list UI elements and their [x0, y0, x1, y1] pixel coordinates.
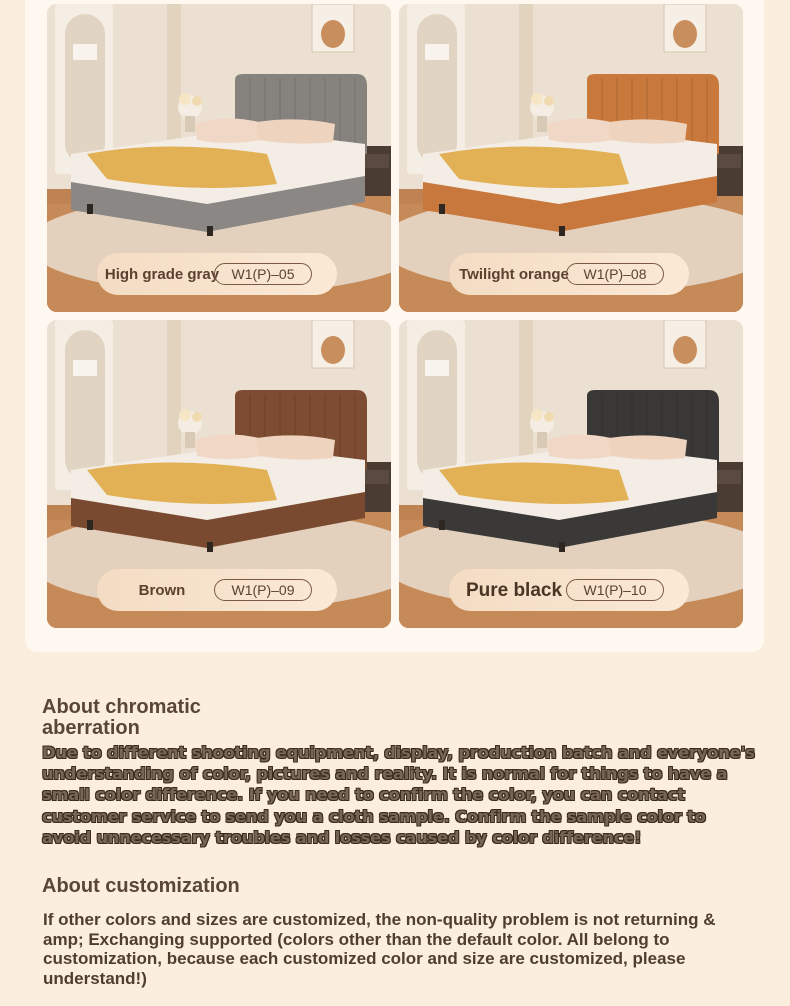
- customization-description: If other colors and sizes are customized, the non-quality problem is not returning & amp; Exchanging supported (colors other than the default color. All belong to customization, because each customized color and size are customized, please understand!): [43, 910, 716, 988]
- color-label-pill: [449, 569, 689, 611]
- chromatic-description: Due to different shooting equipment, display, production batch and everyone's understanding of color, pictures and reality. It is normal for things to have a small color difference. If you need to confirm the color, you can contact customer service to send you a cloth sample. Confirm the sample color to avoid unnecessary troubles and losses caused by color difference!: [42, 743, 755, 847]
- color-swatch-card[interactable]: [399, 320, 743, 628]
- chromatic-heading: About chromatic aberration: [42, 696, 201, 739]
- color-code-badge: W1(P)–10: [566, 579, 664, 601]
- color-swatch-card[interactable]: [399, 4, 743, 312]
- color-code-badge: W1(P)–09: [214, 579, 312, 601]
- color-name: Pure black: [465, 579, 563, 601]
- color-code-badge: W1(P)–08: [566, 263, 664, 285]
- color-name: High grade gray: [104, 265, 220, 283]
- customization-heading: About customization: [42, 875, 240, 897]
- color-label-pill: [97, 569, 337, 611]
- color-code-badge: W1(P)–05: [214, 263, 312, 285]
- color-label-pill: [449, 253, 689, 295]
- color-label-pill: [97, 253, 337, 295]
- color-swatch-card[interactable]: [47, 320, 391, 628]
- color-name: Brown: [138, 581, 186, 599]
- color-swatch-card[interactable]: [47, 4, 391, 312]
- color-name: Twilight orange: [459, 265, 569, 283]
